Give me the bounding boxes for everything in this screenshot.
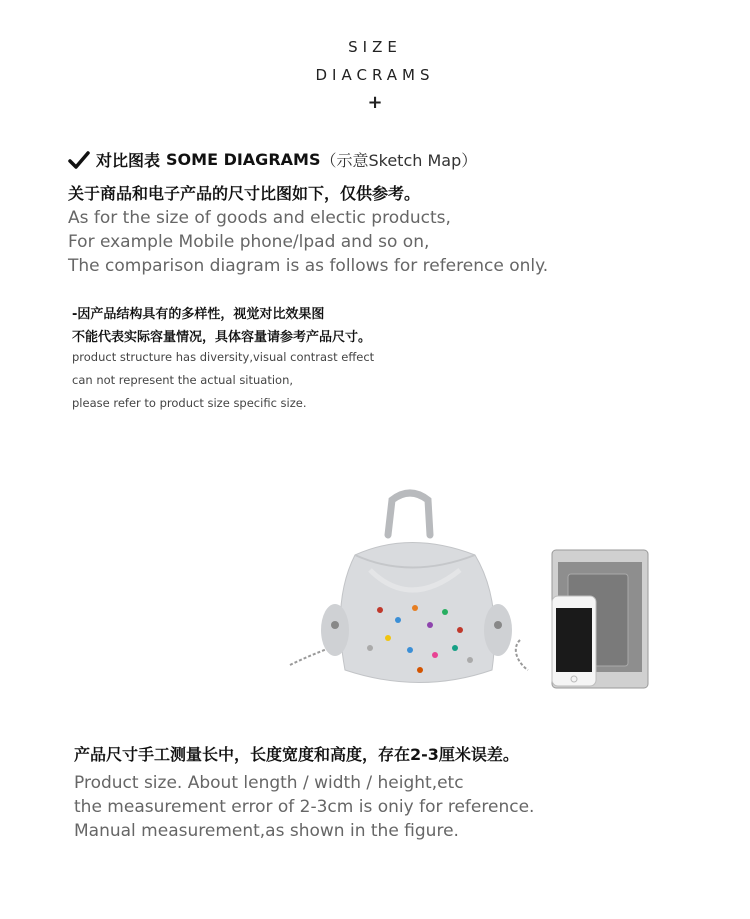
measurement-cn-line: 产品尺寸手工测量长中，长度宽度和高度，存在2-3厘米误差。 (74, 745, 519, 764)
measurement-en-line-1: Product size. About length / width / height,etc (74, 773, 464, 793)
measurement-en-line-3: Manual measurement,as shown in the figure. (74, 821, 459, 841)
phone-screen (556, 608, 592, 672)
bag-side-left (321, 604, 349, 656)
title-cn: 对比图表 (96, 151, 161, 170)
title-note: （示意Sketch Map） (320, 151, 478, 170)
notice-en-line-1: product structure has diversity,visual contrast effect (72, 350, 375, 364)
comparison-illustration (270, 470, 670, 700)
notice-cn-line-1: -因产品结构具有的多样性，视觉对比效果图 (72, 307, 325, 322)
title-en: SOME DIAGRAMS (166, 150, 321, 169)
bag-handle (388, 493, 430, 535)
header-line-size: SIZE (348, 38, 402, 56)
notice-cn-line-2: 不能代表实际容量情况，具体容量请参考产品尺寸。 (72, 330, 372, 345)
intro-en-line-1: As for the size of goods and electic products, (68, 208, 451, 228)
intro-en-line-2: For example Mobile phone/lpad and so on, (68, 232, 430, 252)
checkmark-icon (68, 149, 90, 171)
bag-side-right (484, 604, 512, 656)
notice-en-line-2: can not represent the actual situation, (72, 373, 294, 387)
intro-en-line-3: The comparison diagram is as follows for reference only. (68, 256, 549, 276)
section-title (68, 148, 477, 171)
header-plus: + (367, 92, 383, 113)
measurement-en-line-2: the measurement error of 2-3cm is oniy for reference. (74, 797, 535, 817)
header-line-diagrams: DIACRAMS (315, 66, 435, 84)
intro-cn-line: 关于商品和电子产品的尺寸比图如下，仅供参考。 (68, 184, 421, 203)
notice-en-line-3: please refer to product size specific size. (72, 396, 307, 410)
